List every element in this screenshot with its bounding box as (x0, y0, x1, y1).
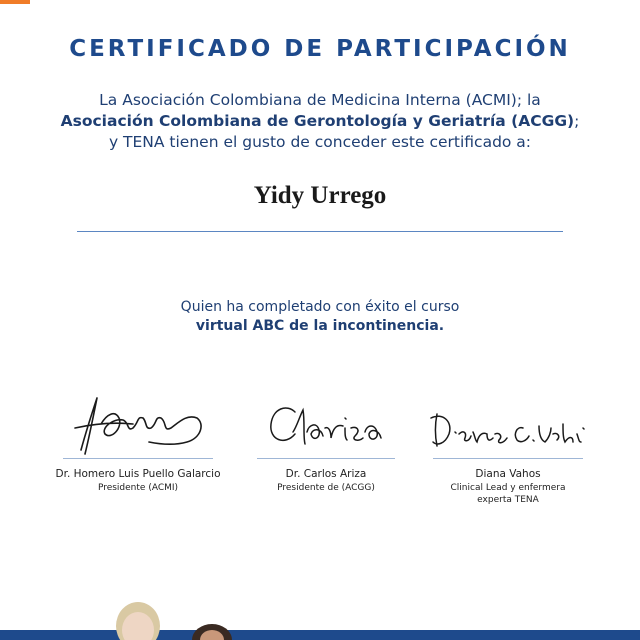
bottom-banner (0, 630, 640, 640)
intro-text (0, 90, 640, 153)
signature-line-acgg (257, 458, 395, 459)
intro-line-3: y TENA tienen el gusto de conceder este certificado a: (108, 133, 532, 151)
course-line-1: Quien ha completado con éxito el curso (180, 299, 460, 315)
course-text (0, 298, 640, 336)
signatory-name-acmi: Dr. Homero Luis Puello Galarcio (55, 468, 221, 480)
intro-line-2 (0, 111, 640, 132)
signatory-role-acgg: Presidente de (ACGG) (277, 483, 375, 493)
signature-image-acmi (63, 388, 213, 458)
signature-block-tena (418, 388, 598, 506)
signature-image-tena (423, 388, 593, 458)
certificate-title: CERTIFICADO DE PARTICIPACIÓN (69, 36, 571, 62)
course-line-2: virtual ABC de la incontinencia. (195, 318, 445, 334)
recipient-underline (77, 231, 563, 232)
signature-image-acgg (251, 388, 401, 458)
corner-accent (0, 0, 30, 4)
signature-line-tena (433, 458, 583, 459)
signature-line-acmi (63, 458, 213, 459)
recipient-name: Yidy Urrego (253, 182, 387, 209)
nurse-photo (104, 596, 254, 640)
signatory-name-acgg: Dr. Carlos Ariza (285, 468, 367, 480)
intro-acgg: Asociación Colombiana de Gerontología y Geriatría (ACGG) (60, 112, 575, 130)
intro-line-2-rest: ; (574, 112, 580, 130)
intro-line-1: La Asociación Colombiana de Medicina Interna (ACMI); la (99, 91, 541, 109)
signatory-role-tena-line-1: Clinical Lead y enfermera (450, 483, 566, 493)
signatory-role-acmi: Presidente (ACMI) (97, 483, 179, 493)
signature-block-acmi (48, 388, 228, 494)
signatory-role-tena-line-2: experta TENA (477, 495, 539, 505)
signatory-name-tena: Diana Vahos (475, 468, 541, 480)
nurse-photo-image (104, 596, 254, 640)
signature-block-acgg (236, 388, 416, 494)
